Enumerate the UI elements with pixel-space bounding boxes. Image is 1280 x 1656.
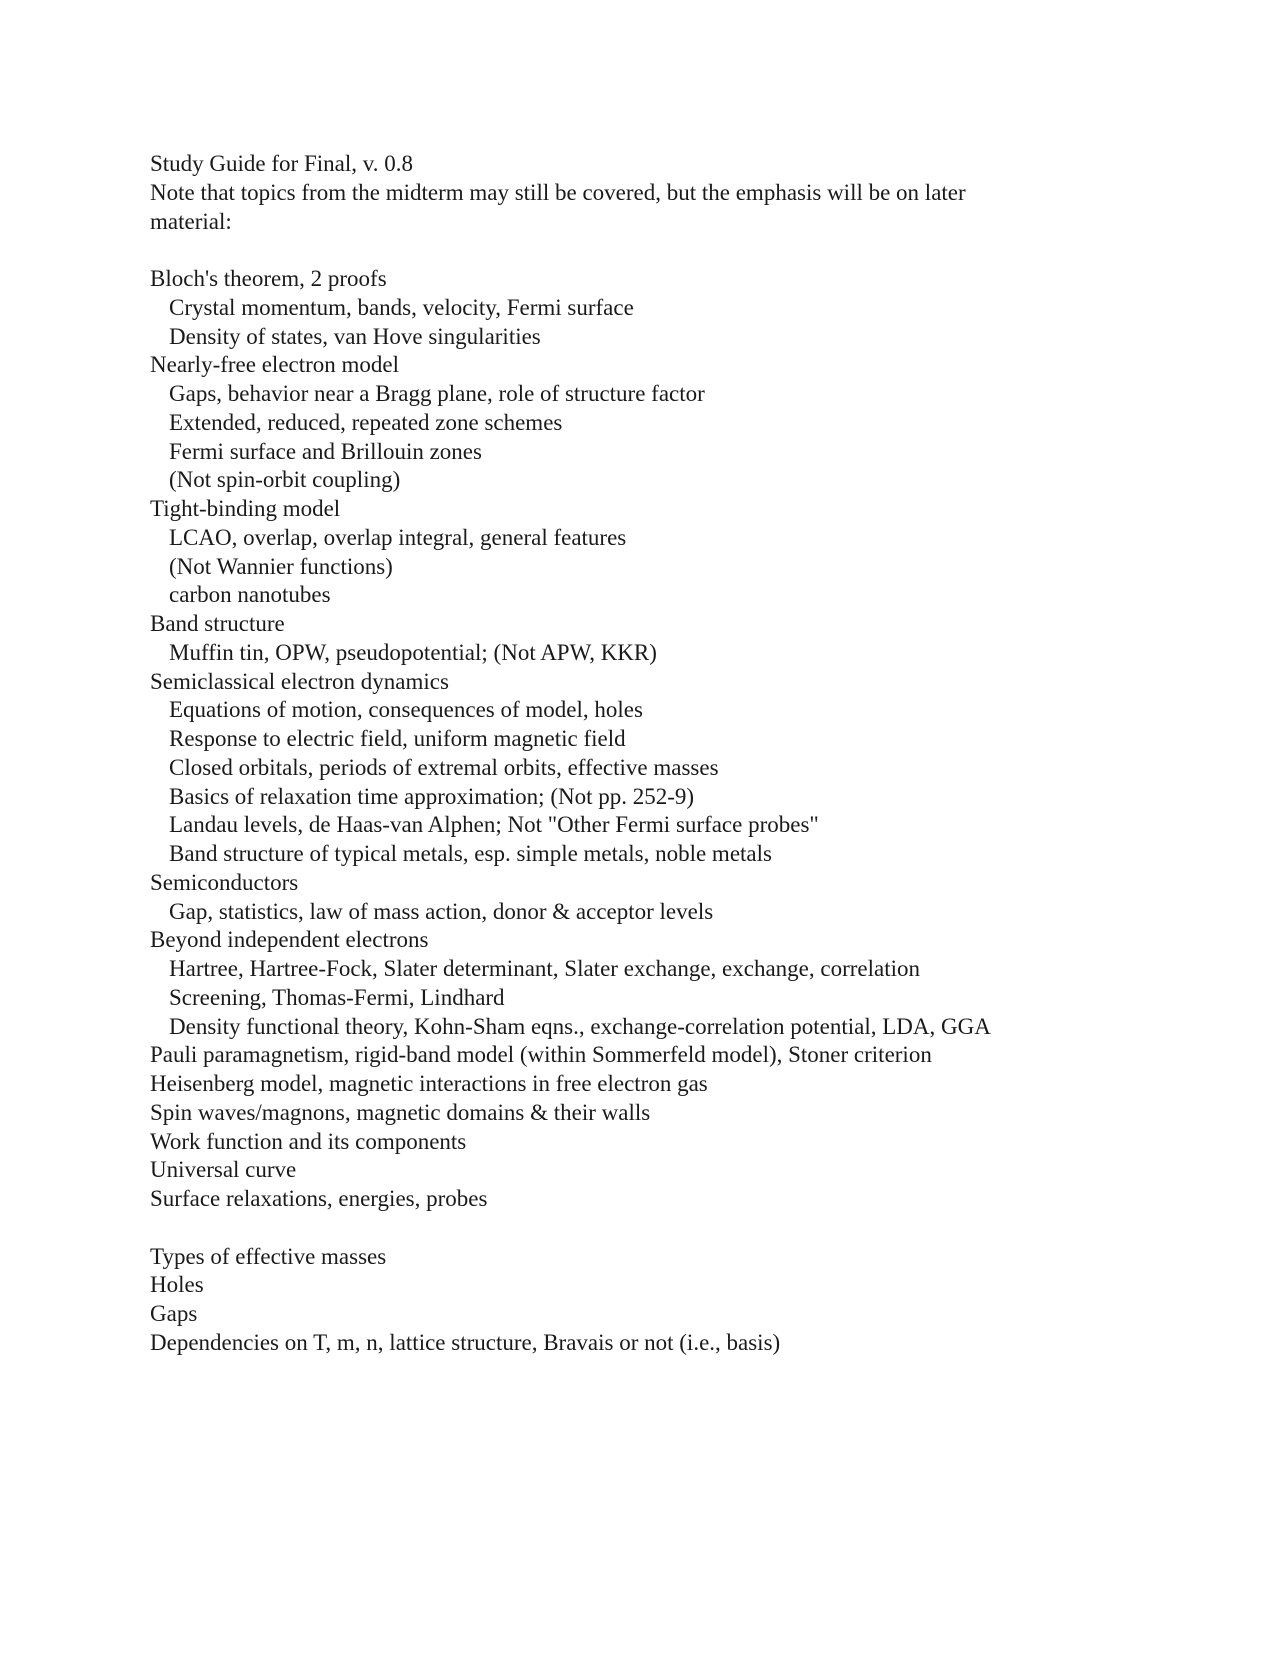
subtopic-item: Fermi surface and Brillouin zones (169, 438, 482, 464)
extra-topic-list (150, 1243, 1150, 1358)
topic-list (150, 265, 1150, 1214)
topic-item: Semiclassical electron dynamics (150, 668, 449, 694)
topic-item: Tight-binding model (150, 496, 341, 521)
subtopic-item: LCAO, overlap, overlap integral, general features (169, 524, 627, 550)
topic-item: Band structure (150, 611, 285, 636)
subtopic-item: Muffin tin, OPW, pseudopotential; (Not APW, KKR) (169, 639, 657, 665)
subtopic-item: Gaps, behavior near a Bragg plane, role of structure factor (169, 381, 705, 406)
study-guide-body (150, 150, 1150, 1358)
topic-item: Semiconductors (150, 869, 299, 895)
note-line-2: material: (150, 208, 232, 234)
subtopic-item: Screening, Thomas-Fermi, Lindhard (169, 984, 505, 1010)
topic-item: Spin waves/magnons, magnetic domains & their walls (150, 1099, 651, 1125)
extra-topic-item: Types of effective masses (150, 1243, 387, 1269)
document-title: Study Guide for Final, v. 0.8 (150, 151, 413, 176)
topic-item: Universal curve (150, 1157, 297, 1183)
note-line-1: Note that topics from the midterm may still be covered, but the emphasis will be on later (150, 179, 966, 205)
subtopic-item: Response to electric field, uniform magnetic field (169, 726, 626, 751)
subtopic-item: Closed orbitals, periods of extremal orbits, effective masses (169, 754, 719, 780)
subtopic-item: Crystal momentum, bands, velocity, Fermi surface (169, 294, 634, 320)
topic-item: Heisenberg model, magnetic interactions in free electron gas (150, 1071, 708, 1096)
topic-item: Bloch's theorem, 2 proofs (150, 266, 387, 291)
topic-item: Surface relaxations, energies, probes (150, 1186, 488, 1211)
subtopic-item: Basics of relaxation time approximation; (Not pp. 252-9) (169, 783, 695, 809)
subtopic-item: (Not Wannier functions) (169, 553, 393, 579)
extra-topic-item: Gaps (150, 1301, 198, 1326)
subtopic-item: Hartree, Hartree-Fock, Slater determinant, Slater exchange, exchange, correlation (169, 956, 920, 981)
extra-topic-item: Dependencies on T, m, n, lattice structure, Bravais or not (i.e., basis) (150, 1329, 781, 1355)
spacer (150, 236, 1150, 265)
topic-item: Beyond independent electrons (150, 927, 429, 953)
subtopic-item: Density of states, van Hove singularities (169, 323, 541, 349)
subtopic-item: Band structure of typical metals, esp. simple metals, noble metals (169, 841, 772, 866)
topic-item: Work function and its components (150, 1128, 467, 1154)
subtopic-item: Landau levels, de Haas-van Alphen; Not "Other Fermi surface probes" (169, 812, 819, 838)
topic-item: Pauli paramagnetism, rigid-band model (within Sommerfeld model), Stoner criterion (150, 1042, 932, 1068)
subtopic-item: Extended, reduced, repeated zone schemes (169, 409, 563, 435)
extra-topic-item: Holes (150, 1272, 204, 1298)
subtopic-item: Equations of motion, consequences of model, holes (169, 697, 643, 723)
subtopic-item: Density functional theory, Kohn-Sham eqns., exchange-correlation potential, LDA, GGA (169, 1013, 991, 1039)
subtopic-item: Gap, statistics, law of mass action, donor & acceptor levels (169, 898, 714, 924)
subtopic-item: (Not spin-orbit coupling) (169, 467, 401, 493)
spacer (150, 1214, 1150, 1243)
subtopic-item: carbon nanotubes (169, 582, 331, 608)
topic-item: Nearly-free electron model (150, 352, 400, 378)
